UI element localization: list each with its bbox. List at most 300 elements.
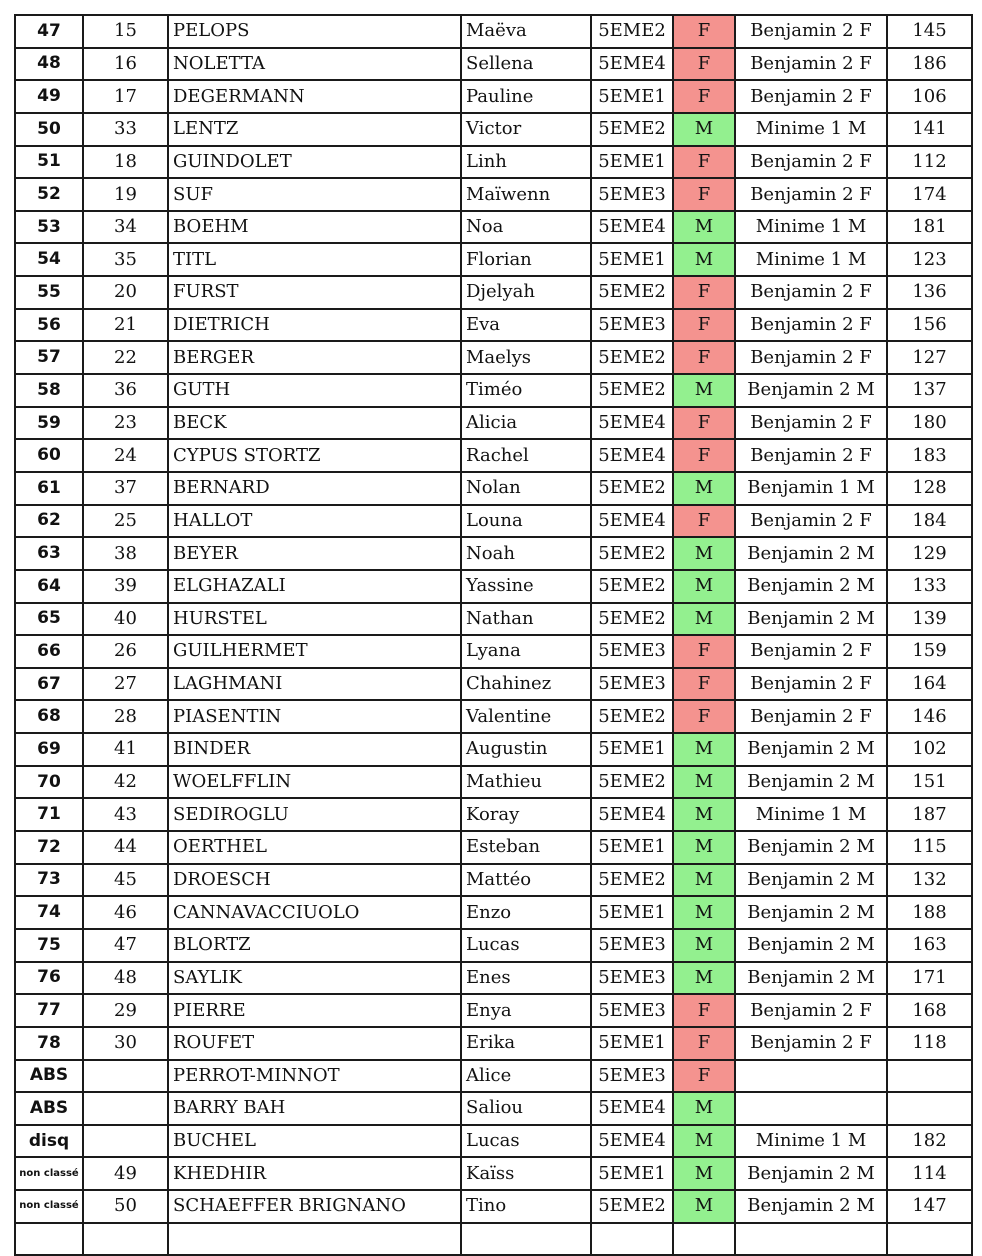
table-row <box>15 439 972 472</box>
rank-cell: non classé <box>15 1190 83 1223</box>
first-name-cell: Alicia <box>461 407 591 440</box>
last-name-cell: BEYER <box>168 537 461 570</box>
category-cell: Benjamin 2 F <box>735 994 887 1027</box>
table-row <box>15 537 972 570</box>
first-name-cell: Noa <box>461 211 591 244</box>
sex-cell: F <box>673 309 735 342</box>
first-name-cell: Tino <box>461 1190 591 1223</box>
sex-cell: M <box>673 603 735 636</box>
first-name-cell: Sellena <box>461 48 591 81</box>
last-name-cell: PELOPS <box>168 15 461 48</box>
bib-number-cell: 24 <box>83 439 168 472</box>
table-row <box>15 472 972 505</box>
sex-cell: F <box>673 146 735 179</box>
bib-number-cell: 38 <box>83 537 168 570</box>
table-row <box>15 929 972 962</box>
first-name-cell: Koray <box>461 798 591 831</box>
category-cell: Benjamin 2 F <box>735 341 887 374</box>
rank-cell: ABS <box>15 1060 83 1093</box>
category-cell <box>735 1223 887 1256</box>
rank-cell: 54 <box>15 243 83 276</box>
first-name-cell: Lyana <box>461 635 591 668</box>
table-row <box>15 668 972 701</box>
bib-number-cell <box>83 1060 168 1093</box>
class-cell: 5EME4 <box>591 1125 673 1158</box>
result-cell: 151 <box>887 766 972 799</box>
table-row <box>15 407 972 440</box>
first-name-cell: Lucas <box>461 929 591 962</box>
category-cell: Benjamin 2 F <box>735 15 887 48</box>
bib-number-cell: 28 <box>83 700 168 733</box>
result-cell: 174 <box>887 178 972 211</box>
bib-number-cell: 23 <box>83 407 168 440</box>
bib-number-cell: 33 <box>83 113 168 146</box>
class-cell: 5EME2 <box>591 15 673 48</box>
last-name-cell: DIETRICH <box>168 309 461 342</box>
rank-cell: 50 <box>15 113 83 146</box>
result-cell: 145 <box>887 15 972 48</box>
category-cell <box>735 1092 887 1125</box>
rank-cell: 60 <box>15 439 83 472</box>
rank-cell: 67 <box>15 668 83 701</box>
bib-number-cell: 22 <box>83 341 168 374</box>
sex-cell: F <box>673 341 735 374</box>
table-row <box>15 733 972 766</box>
table-row <box>15 309 972 342</box>
last-name-cell: KHEDHIR <box>168 1157 461 1190</box>
class-cell: 5EME2 <box>591 700 673 733</box>
category-cell <box>735 1060 887 1093</box>
last-name-cell: NOLETTA <box>168 48 461 81</box>
table-row <box>15 1125 972 1158</box>
sex-cell: M <box>673 896 735 929</box>
bib-number-cell <box>83 1092 168 1125</box>
first-name-cell: Alice <box>461 1060 591 1093</box>
class-cell: 5EME2 <box>591 341 673 374</box>
bib-number-cell: 47 <box>83 929 168 962</box>
category-cell: Benjamin 2 M <box>735 537 887 570</box>
result-cell: 146 <box>887 700 972 733</box>
result-cell: 129 <box>887 537 972 570</box>
sex-cell: F <box>673 1027 735 1060</box>
first-name-cell: Linh <box>461 146 591 179</box>
category-cell: Benjamin 2 M <box>735 1190 887 1223</box>
rank-cell: 47 <box>15 15 83 48</box>
last-name-cell: LENTZ <box>168 113 461 146</box>
first-name-cell: Yassine <box>461 570 591 603</box>
class-cell: 5EME2 <box>591 1190 673 1223</box>
category-cell: Benjamin 2 M <box>735 1157 887 1190</box>
result-cell: 180 <box>887 407 972 440</box>
result-cell: 168 <box>887 994 972 1027</box>
last-name-cell <box>168 1223 461 1256</box>
table-row <box>15 211 972 244</box>
last-name-cell: BOEHM <box>168 211 461 244</box>
first-name-cell: Lucas <box>461 1125 591 1158</box>
result-cell: 136 <box>887 276 972 309</box>
first-name-cell: Djelyah <box>461 276 591 309</box>
bib-number-cell: 35 <box>83 243 168 276</box>
first-name-cell: Mattéo <box>461 864 591 897</box>
result-cell <box>887 1060 972 1093</box>
bib-number-cell: 50 <box>83 1190 168 1223</box>
result-cell: 156 <box>887 309 972 342</box>
result-cell: 106 <box>887 80 972 113</box>
last-name-cell: BINDER <box>168 733 461 766</box>
table-row <box>15 178 972 211</box>
class-cell: 5EME4 <box>591 439 673 472</box>
rank-cell: 65 <box>15 603 83 636</box>
table-row <box>15 603 972 636</box>
category-cell: Benjamin 2 F <box>735 439 887 472</box>
class-cell: 5EME2 <box>591 570 673 603</box>
bib-number-cell <box>83 1125 168 1158</box>
sex-cell: F <box>673 439 735 472</box>
bib-number-cell: 40 <box>83 603 168 636</box>
class-cell: 5EME1 <box>591 1157 673 1190</box>
category-cell: Benjamin 2 F <box>735 407 887 440</box>
result-cell: 164 <box>887 668 972 701</box>
sex-cell: M <box>673 374 735 407</box>
first-name-cell: Enes <box>461 962 591 995</box>
category-cell: Benjamin 2 M <box>735 896 887 929</box>
category-cell: Benjamin 2 F <box>735 48 887 81</box>
result-cell: 137 <box>887 374 972 407</box>
bib-number-cell: 49 <box>83 1157 168 1190</box>
last-name-cell: GUILHERMET <box>168 635 461 668</box>
sex-cell: F <box>673 407 735 440</box>
rank-cell: 52 <box>15 178 83 211</box>
first-name-cell: Florian <box>461 243 591 276</box>
rank-cell: 55 <box>15 276 83 309</box>
table-row <box>15 700 972 733</box>
category-cell: Benjamin 2 M <box>735 831 887 864</box>
category-cell: Benjamin 2 M <box>735 962 887 995</box>
bib-number-cell: 48 <box>83 962 168 995</box>
rank-cell: 49 <box>15 80 83 113</box>
last-name-cell: CYPUS STORTZ <box>168 439 461 472</box>
sex-cell: M <box>673 766 735 799</box>
result-cell: 188 <box>887 896 972 929</box>
rank-cell: 59 <box>15 407 83 440</box>
sex-cell: F <box>673 635 735 668</box>
rank-cell: disq <box>15 1125 83 1158</box>
class-cell: 5EME3 <box>591 309 673 342</box>
table-row <box>15 15 972 48</box>
rank-cell <box>15 1223 83 1256</box>
results-table-body <box>15 15 972 1255</box>
table-row <box>15 341 972 374</box>
class-cell: 5EME4 <box>591 505 673 538</box>
last-name-cell: ELGHAZALI <box>168 570 461 603</box>
class-cell <box>591 1223 673 1256</box>
class-cell: 5EME1 <box>591 896 673 929</box>
first-name-cell: Kaïss <box>461 1157 591 1190</box>
sex-cell: M <box>673 831 735 864</box>
category-cell: Minime 1 M <box>735 243 887 276</box>
last-name-cell: SEDIROGLU <box>168 798 461 831</box>
category-cell: Benjamin 2 F <box>735 505 887 538</box>
sex-cell: F <box>673 178 735 211</box>
result-cell: 181 <box>887 211 972 244</box>
sex-cell: F <box>673 80 735 113</box>
category-cell: Benjamin 2 F <box>735 309 887 342</box>
table-row <box>15 505 972 538</box>
sex-cell: M <box>673 570 735 603</box>
table-row <box>15 1157 972 1190</box>
sex-cell: F <box>673 668 735 701</box>
table-row <box>15 276 972 309</box>
last-name-cell: HALLOT <box>168 505 461 538</box>
last-name-cell: OERTHEL <box>168 831 461 864</box>
bib-number-cell: 16 <box>83 48 168 81</box>
category-cell: Minime 1 M <box>735 798 887 831</box>
category-cell: Benjamin 2 F <box>735 80 887 113</box>
result-cell: 139 <box>887 603 972 636</box>
sex-cell: F <box>673 276 735 309</box>
table-row <box>15 798 972 831</box>
category-cell: Benjamin 2 M <box>735 766 887 799</box>
class-cell: 5EME2 <box>591 603 673 636</box>
last-name-cell: TITL <box>168 243 461 276</box>
bib-number-cell: 15 <box>83 15 168 48</box>
sex-cell: M <box>673 1157 735 1190</box>
result-cell: 115 <box>887 831 972 864</box>
table-row <box>15 374 972 407</box>
result-cell: 183 <box>887 439 972 472</box>
rank-cell: 56 <box>15 309 83 342</box>
bib-number-cell: 44 <box>83 831 168 864</box>
class-cell: 5EME2 <box>591 374 673 407</box>
last-name-cell: BARRY BAH <box>168 1092 461 1125</box>
sex-cell: M <box>673 243 735 276</box>
first-name-cell: Valentine <box>461 700 591 733</box>
category-cell: Minime 1 M <box>735 113 887 146</box>
sex-cell: M <box>673 537 735 570</box>
table-row <box>15 766 972 799</box>
sex-cell: M <box>673 962 735 995</box>
table-row <box>15 80 972 113</box>
first-name-cell: Nathan <box>461 603 591 636</box>
category-cell: Benjamin 2 M <box>735 733 887 766</box>
last-name-cell: SCHAEFFER BRIGNANO <box>168 1190 461 1223</box>
class-cell: 5EME2 <box>591 472 673 505</box>
first-name-cell: Enya <box>461 994 591 1027</box>
last-name-cell: PIASENTIN <box>168 700 461 733</box>
bib-number-cell: 30 <box>83 1027 168 1060</box>
class-cell: 5EME1 <box>591 243 673 276</box>
last-name-cell: CANNAVACCIUOLO <box>168 896 461 929</box>
rank-cell: 61 <box>15 472 83 505</box>
rank-cell: 64 <box>15 570 83 603</box>
result-cell: 182 <box>887 1125 972 1158</box>
bib-number-cell: 25 <box>83 505 168 538</box>
first-name-cell: Erika <box>461 1027 591 1060</box>
result-cell: 133 <box>887 570 972 603</box>
first-name-cell: Saliou <box>461 1092 591 1125</box>
sex-cell: F <box>673 15 735 48</box>
rank-cell: non classé <box>15 1157 83 1190</box>
class-cell: 5EME2 <box>591 113 673 146</box>
class-cell: 5EME3 <box>591 178 673 211</box>
sex-cell: M <box>673 1125 735 1158</box>
last-name-cell: BUCHEL <box>168 1125 461 1158</box>
rank-cell: 78 <box>15 1027 83 1060</box>
first-name-cell: Pauline <box>461 80 591 113</box>
bib-number-cell: 27 <box>83 668 168 701</box>
result-cell: 112 <box>887 146 972 179</box>
last-name-cell: SUF <box>168 178 461 211</box>
bib-number-cell: 18 <box>83 146 168 179</box>
category-cell: Benjamin 2 F <box>735 276 887 309</box>
result-cell: 118 <box>887 1027 972 1060</box>
last-name-cell: ROUFET <box>168 1027 461 1060</box>
class-cell: 5EME4 <box>591 798 673 831</box>
category-cell: Benjamin 1 M <box>735 472 887 505</box>
sex-cell: F <box>673 994 735 1027</box>
bib-number-cell: 19 <box>83 178 168 211</box>
category-cell: Benjamin 2 F <box>735 1027 887 1060</box>
category-cell: Benjamin 2 F <box>735 635 887 668</box>
category-cell: Minime 1 M <box>735 211 887 244</box>
sex-cell: M <box>673 113 735 146</box>
bib-number-cell: 37 <box>83 472 168 505</box>
rank-cell: 70 <box>15 766 83 799</box>
rank-cell: 48 <box>15 48 83 81</box>
category-cell: Benjamin 2 F <box>735 700 887 733</box>
rank-cell: 69 <box>15 733 83 766</box>
bib-number-cell: 39 <box>83 570 168 603</box>
table-row <box>15 113 972 146</box>
table-row <box>15 864 972 897</box>
first-name-cell: Esteban <box>461 831 591 864</box>
class-cell: 5EME4 <box>591 407 673 440</box>
result-cell: 159 <box>887 635 972 668</box>
last-name-cell: BLORTZ <box>168 929 461 962</box>
result-cell: 102 <box>887 733 972 766</box>
table-row <box>15 994 972 1027</box>
table-row <box>15 1027 972 1060</box>
class-cell: 5EME3 <box>591 1060 673 1093</box>
category-cell: Benjamin 2 M <box>735 374 887 407</box>
first-name-cell: Augustin <box>461 733 591 766</box>
bib-number-cell: 43 <box>83 798 168 831</box>
category-cell: Benjamin 2 F <box>735 668 887 701</box>
class-cell: 5EME3 <box>591 635 673 668</box>
last-name-cell: GUINDOLET <box>168 146 461 179</box>
bib-number-cell: 36 <box>83 374 168 407</box>
class-cell: 5EME1 <box>591 146 673 179</box>
sex-cell: M <box>673 929 735 962</box>
results-table <box>14 14 973 1256</box>
rank-cell: 77 <box>15 994 83 1027</box>
sex-cell: M <box>673 1092 735 1125</box>
first-name-cell: Maïwenn <box>461 178 591 211</box>
last-name-cell: BERNARD <box>168 472 461 505</box>
sex-cell: F <box>673 48 735 81</box>
last-name-cell: BECK <box>168 407 461 440</box>
first-name-cell: Maelys <box>461 341 591 374</box>
result-cell <box>887 1223 972 1256</box>
first-name-cell: Nolan <box>461 472 591 505</box>
first-name-cell: Maëva <box>461 15 591 48</box>
result-cell: 184 <box>887 505 972 538</box>
rank-cell: 68 <box>15 700 83 733</box>
rank-cell: 72 <box>15 831 83 864</box>
result-cell: 132 <box>887 864 972 897</box>
first-name-cell: Rachel <box>461 439 591 472</box>
category-cell: Benjamin 2 M <box>735 864 887 897</box>
class-cell: 5EME2 <box>591 766 673 799</box>
sex-cell: F <box>673 1060 735 1093</box>
last-name-cell: FURST <box>168 276 461 309</box>
table-row <box>15 896 972 929</box>
first-name-cell: Eva <box>461 309 591 342</box>
sex-cell: M <box>673 1190 735 1223</box>
sex-cell <box>673 1223 735 1256</box>
last-name-cell: HURSTEL <box>168 603 461 636</box>
category-cell: Minime 1 M <box>735 1125 887 1158</box>
rank-cell: 71 <box>15 798 83 831</box>
first-name-cell: Noah <box>461 537 591 570</box>
bib-number-cell: 20 <box>83 276 168 309</box>
last-name-cell: PIERRE <box>168 994 461 1027</box>
rank-cell: 63 <box>15 537 83 570</box>
class-cell: 5EME3 <box>591 929 673 962</box>
table-row <box>15 831 972 864</box>
sex-cell: M <box>673 211 735 244</box>
rank-cell: 62 <box>15 505 83 538</box>
bib-number-cell: 42 <box>83 766 168 799</box>
class-cell: 5EME4 <box>591 1092 673 1125</box>
rank-cell: 75 <box>15 929 83 962</box>
result-cell: 187 <box>887 798 972 831</box>
result-cell: 171 <box>887 962 972 995</box>
rank-cell: 57 <box>15 341 83 374</box>
result-cell: 128 <box>887 472 972 505</box>
category-cell: Benjamin 2 M <box>735 603 887 636</box>
last-name-cell: GUTH <box>168 374 461 407</box>
category-cell: Benjamin 2 F <box>735 146 887 179</box>
table-row <box>15 1223 972 1256</box>
class-cell: 5EME2 <box>591 537 673 570</box>
result-cell <box>887 1092 972 1125</box>
table-row <box>15 1060 972 1093</box>
last-name-cell: DEGERMANN <box>168 80 461 113</box>
first-name-cell: Mathieu <box>461 766 591 799</box>
first-name-cell: Louna <box>461 505 591 538</box>
table-row <box>15 635 972 668</box>
result-cell: 147 <box>887 1190 972 1223</box>
last-name-cell: DROESCH <box>168 864 461 897</box>
first-name-cell: Victor <box>461 113 591 146</box>
last-name-cell: WOELFFLIN <box>168 766 461 799</box>
sex-cell: M <box>673 864 735 897</box>
table-row <box>15 243 972 276</box>
rank-cell: 74 <box>15 896 83 929</box>
last-name-cell: LAGHMANI <box>168 668 461 701</box>
first-name-cell: Timéo <box>461 374 591 407</box>
result-cell: 123 <box>887 243 972 276</box>
bib-number-cell: 17 <box>83 80 168 113</box>
table-row <box>15 570 972 603</box>
sex-cell: M <box>673 733 735 766</box>
sex-cell: M <box>673 472 735 505</box>
class-cell: 5EME3 <box>591 962 673 995</box>
class-cell: 5EME2 <box>591 276 673 309</box>
first-name-cell: Chahinez <box>461 668 591 701</box>
table-row <box>15 146 972 179</box>
